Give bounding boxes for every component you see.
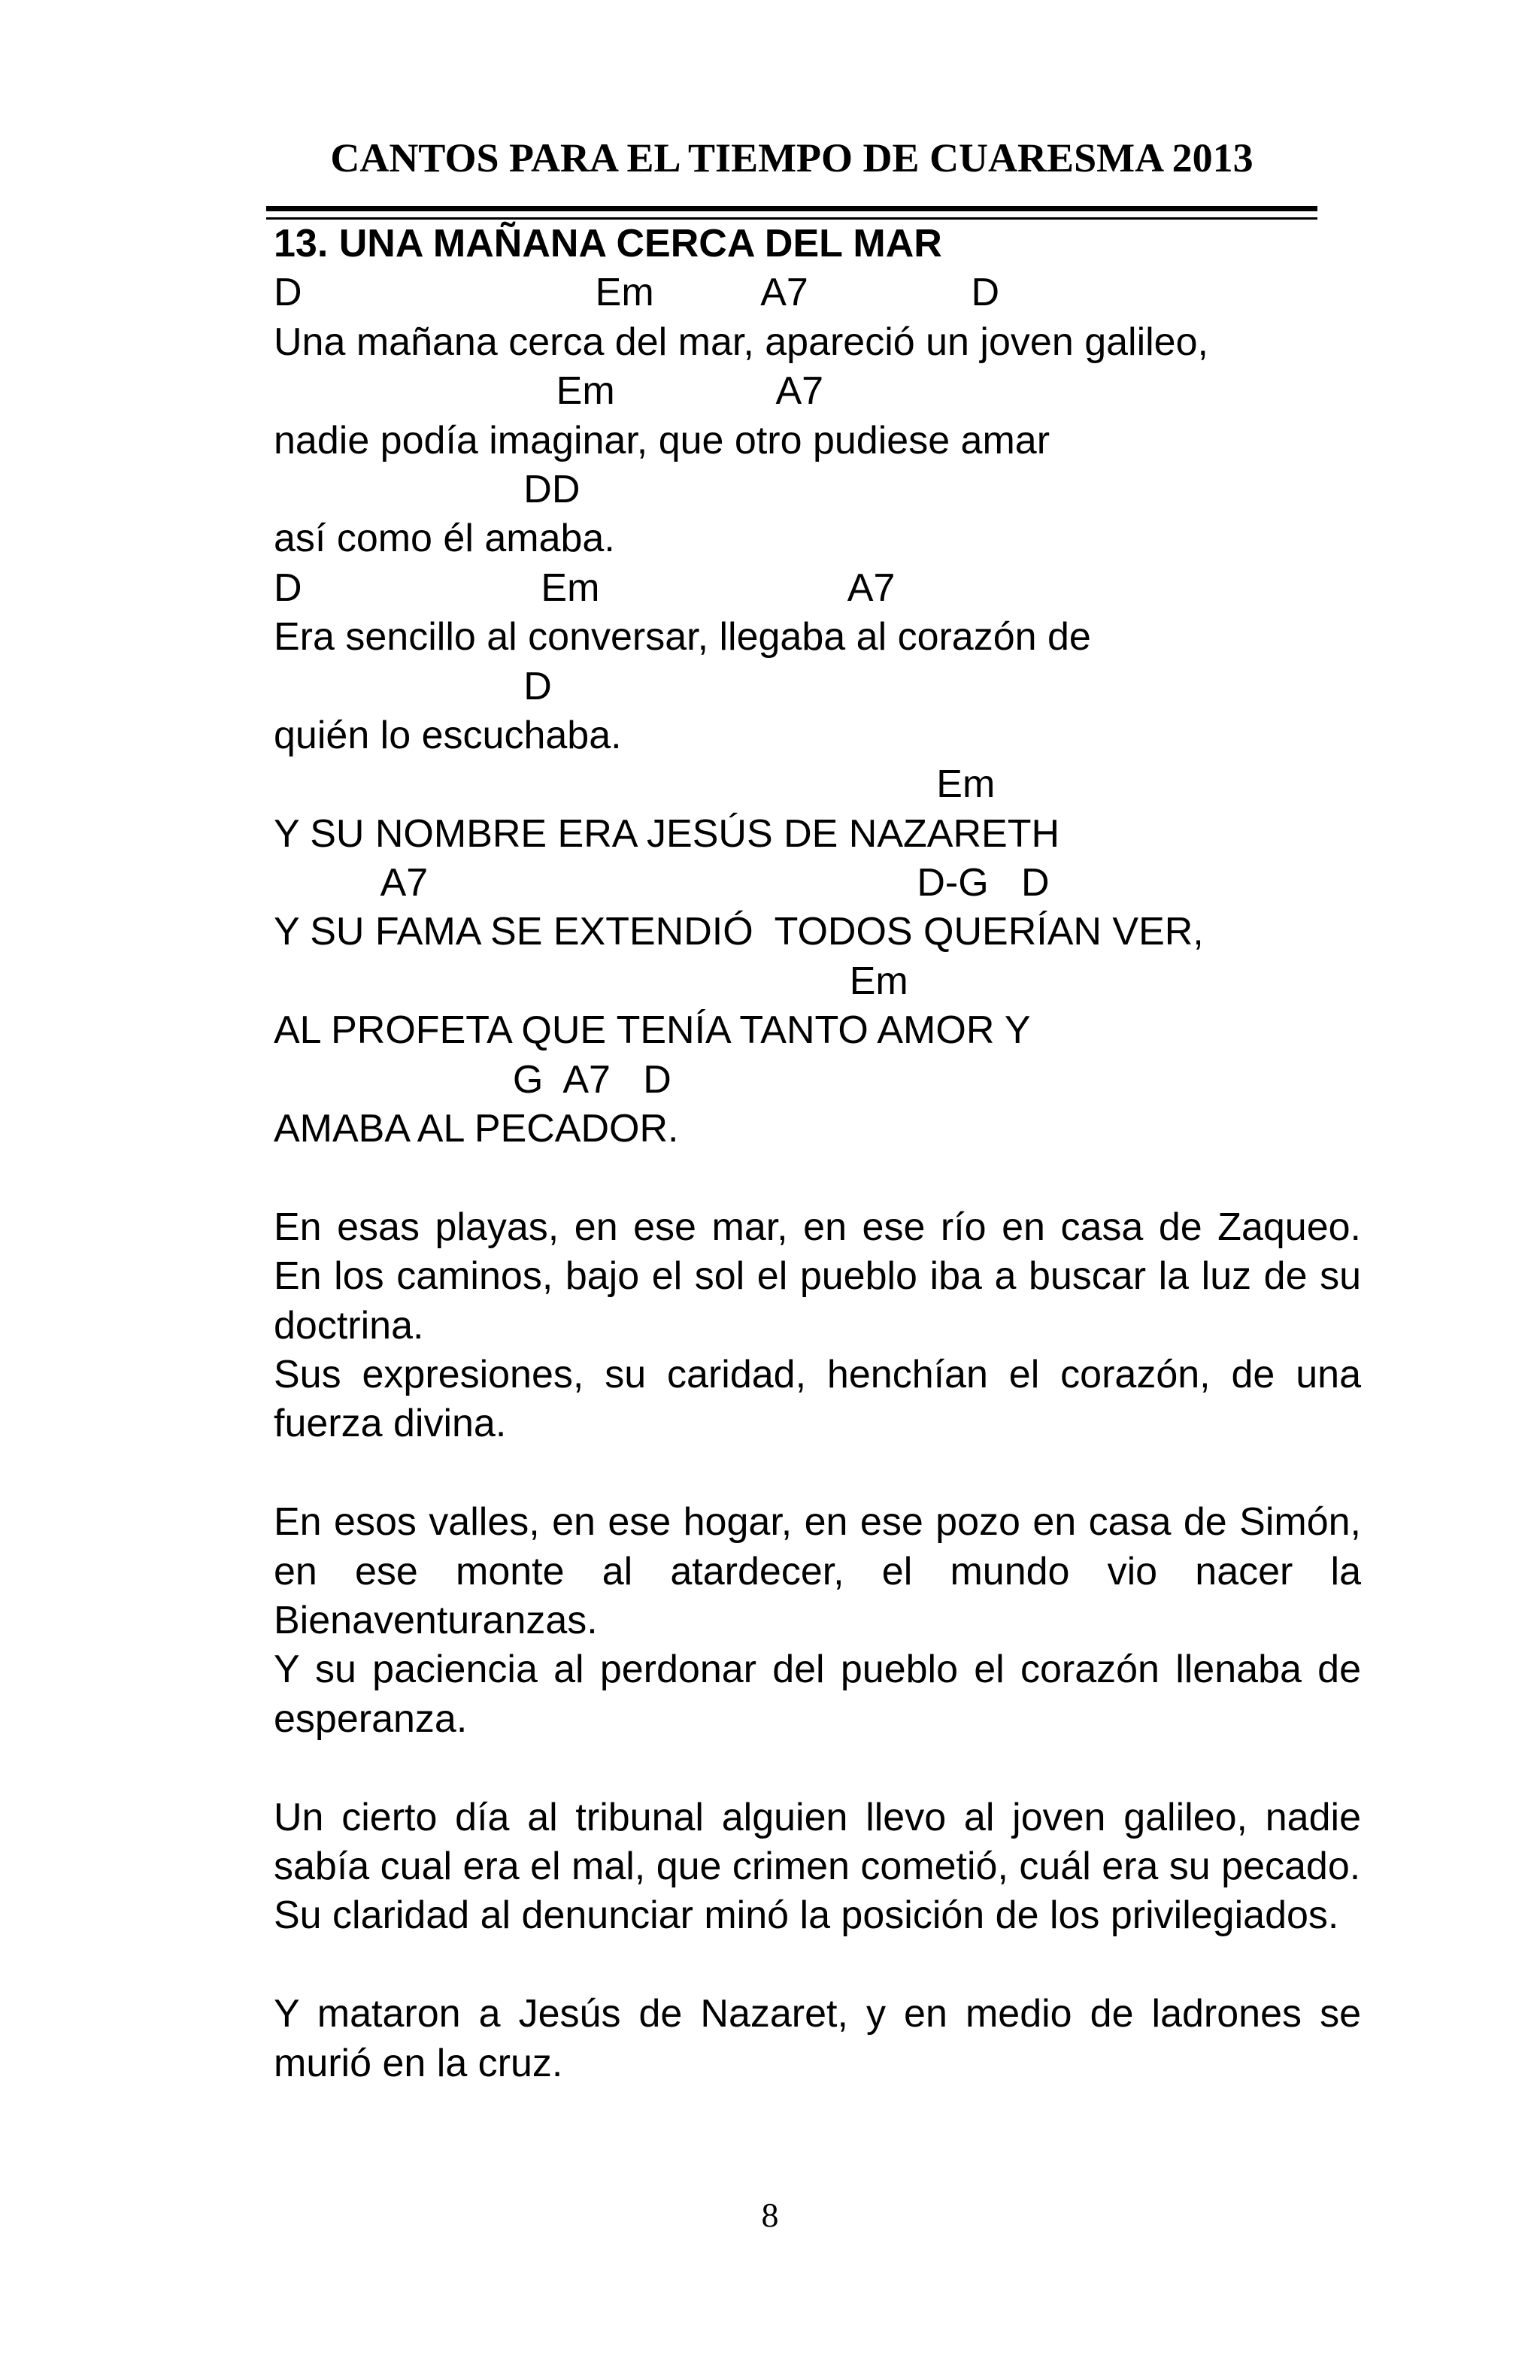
stanza-3 (274, 1793, 1361, 1941)
page-number: 8 (761, 2196, 779, 2234)
stanza-4 (274, 1990, 1361, 2088)
verse-paragraph: En esos valles, en ese hogar, en ese pozo en casa de Simón, en ese monte al atardecer, el mundo vio nacer la Bienaventuranzas. (274, 1500, 1361, 1643)
chord-line: DD (274, 467, 581, 511)
chorus-line: AL PROFETA QUE TENÍA TANTO AMOR Y (274, 1008, 1031, 1053)
verse-paragraph: Sus expresiones, su caridad, henchían el corazón, de una fuerza divina. (274, 1353, 1361, 1446)
chorus-line: Y SU FAMA SE EXTENDIÓ TODOS QUERÍAN VER, (274, 910, 1204, 954)
verse-paragraph: Su claridad al denunciar minó la posición de los privilegiados. (274, 1893, 1339, 1938)
stanza-1 (274, 1203, 1361, 1449)
song-content (274, 220, 1361, 2088)
header-rule-thick (266, 206, 1317, 211)
chord-line: D Em A7 (274, 565, 896, 610)
chord-line: Em A7 (274, 369, 824, 414)
verse-paragraph: Y su paciencia al perdonar del pueblo el corazón llenaba de esperanza. (274, 1648, 1361, 1741)
verse-paragraph: Un cierto día al tribunal alguien llevo al joven galileo, nadie sabía cual era el mal, que crimen cometió, cuál era su pecado. (274, 1795, 1361, 1889)
lyric-line: así como él amaba. (274, 517, 615, 561)
verse-paragraph: Y mataron a Jesús de Nazaret, y en medio de ladrones se murió en la cruz. (274, 1992, 1361, 2085)
stanza-2 (274, 1498, 1361, 1744)
chorus-line: Y SU NOMBRE ERA JESÚS DE NAZARETH (274, 811, 1060, 856)
lyric-line: quién lo escuchaba. (274, 713, 622, 757)
chord-line: G A7 D (274, 1057, 671, 1102)
chorus-line: AMABA AL PECADOR. (274, 1107, 679, 1151)
song-title: 13. UNA MAÑANA CERCA DEL MAR (274, 222, 942, 265)
page-header-title: CANTOS PARA EL TIEMPO DE CUARESMA 2013 (330, 135, 1254, 180)
lyric-line: Era sencillo al conversar, llegaba al corazón de (274, 615, 1091, 659)
chord-line: Em (274, 959, 908, 1003)
chord-line: D (274, 664, 552, 708)
verse-paragraph: En esas playas, en ese mar, en ese río en casa de Zaqueo. En los caminos, bajo el sol el pueblo iba a buscar la luz de su doctrina. (274, 1205, 1361, 1348)
verses-section (274, 1203, 1361, 2088)
lyric-line: Una mañana cerca del mar, apareció un joven galileo, (274, 320, 1208, 364)
chord-line: D Em A7 D (274, 271, 1000, 315)
chord-line: A7 D-G D (274, 861, 1050, 905)
chord-section (274, 268, 1361, 1154)
chord-line: Em (274, 763, 996, 807)
lyric-line: nadie podía imaginar, que otro pudiese amar (274, 418, 1050, 462)
